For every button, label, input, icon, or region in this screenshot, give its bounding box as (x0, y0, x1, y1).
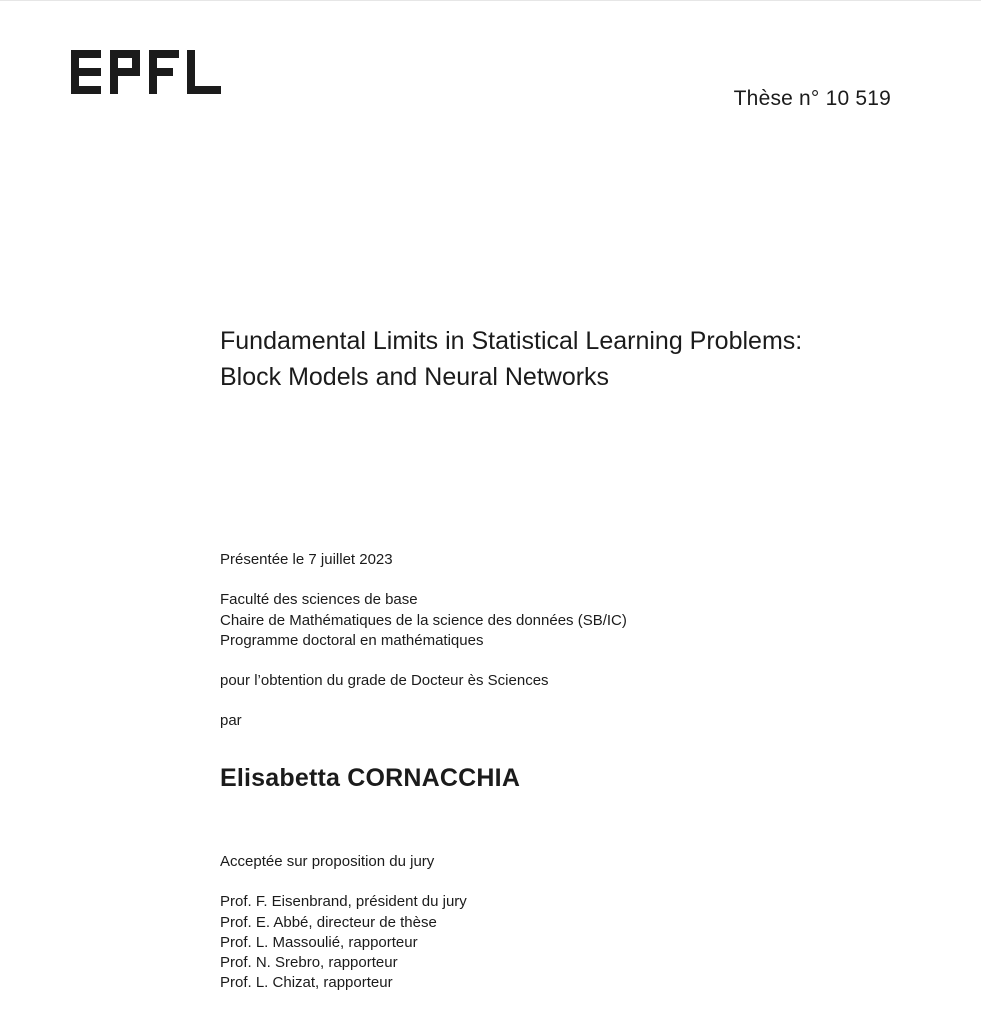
author-name: Elisabetta CORNACCHIA (220, 764, 521, 792)
thesis-title (220, 323, 920, 395)
thesis-title-line-1: Fundamental Limits in Statistical Learning Problems: (220, 327, 803, 355)
thesis-title-line-2: Block Models and Neural Networks (220, 363, 610, 391)
by-line: par (220, 712, 242, 729)
epfl-logo (71, 50, 221, 94)
faculty-line: Faculté des sciences de base (220, 591, 418, 608)
chair-line: Chaire de Mathématiques de la science des données (SB/IC) (220, 612, 627, 629)
jury-member: Prof. N. Srebro, rapporteur (220, 954, 398, 971)
page-top-rule (0, 0, 981, 1)
thesis-number: Thèse n° 10 519 (733, 87, 891, 110)
jury-member: Prof. L. Massoulié, rapporteur (220, 934, 418, 951)
jury-member: Prof. L. Chizat, rapporteur (220, 974, 393, 991)
presentation-date: Présentée le 7 juillet 2023 (220, 551, 393, 568)
program-line: Programme doctoral en mathématiques (220, 632, 484, 649)
jury-member: Prof. F. Eisenbrand, président du jury (220, 893, 467, 910)
degree-line: pour l’obtention du grade de Docteur ès Sciences (220, 672, 549, 689)
jury-intro: Acceptée sur proposition du jury (220, 853, 435, 870)
jury-member: Prof. E. Abbé, directeur de thèse (220, 914, 437, 931)
